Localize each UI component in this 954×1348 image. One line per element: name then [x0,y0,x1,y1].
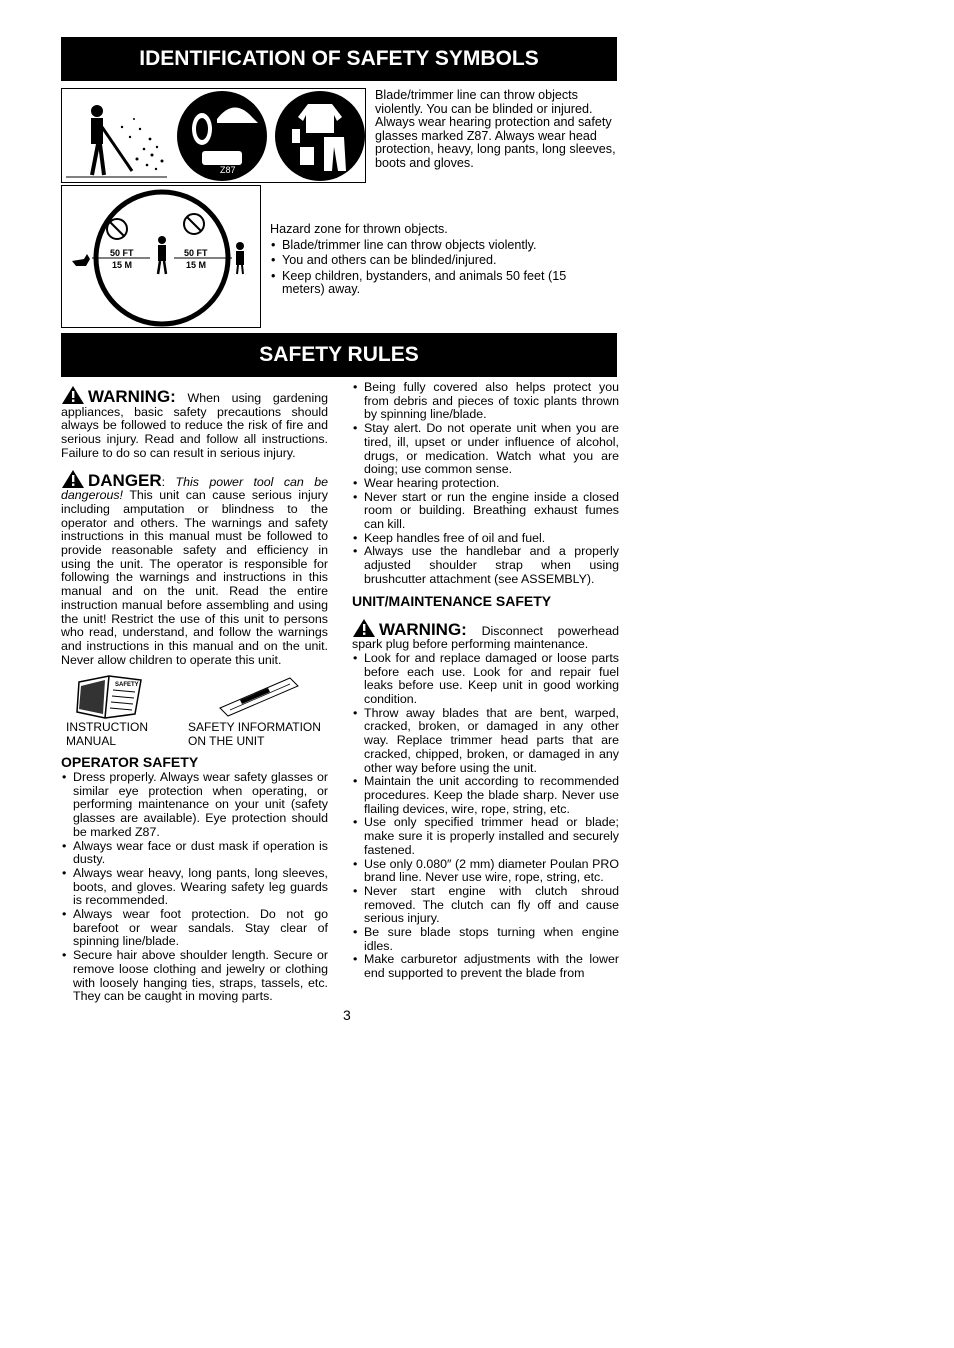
list-item: • Throw away blades that are bent, warped, cracked, broken, or damaged in any other way. Replace trimmer head parts that are cracked, chipped, broken, or damaged in any other way before using the unit. [352,707,619,776]
warning-label: WARNING: [88,387,176,406]
operator-list [61,771,328,1004]
list-item: • Always wear foot protection. Do not go barefoot or wear sandals. Stay clear of spinning line/blade. [61,908,328,949]
manual-img-label: SAFETY [115,682,139,688]
hazard-zone-symbol [61,185,261,328]
danger-label: DANGER [88,470,162,490]
maint-warning-paragraph [352,618,619,652]
list-item: • Keep children, bystanders, and animals 50 feet (15 meters) away. [270,270,600,297]
distance-m-left: 15 M [112,260,133,270]
warning-paragraph [61,385,328,461]
rules-banner: SAFETY RULES [61,333,617,377]
hazard-zone-illustration [62,186,260,327]
operator-heading: OPERATOR SAFETY [61,754,199,770]
hazard-intro: Hazard zone for thrown objects. [270,222,448,236]
thrown-objects-illustration [62,89,365,182]
caption-unit-line1: SAFETY INFORMATION [188,720,321,734]
distance-m-right: 15 M [186,260,207,270]
danger-text: This unit can cause serious injury including amputation or blindness to the operator and others. The warnings and safety instructions in this manual must be followed to provide reasonable safety and efficiency in using the unit. The operator is responsible for following the warnings and instructions in this manual and on the unit. Read the entire instruction manual before assembling and using the unit! Restrict the use of this unit to persons who read, understand, and follow the warnings and instructions in this manual and on the unit. Never allow children to operate this unit. [61,488,328,667]
protection-list [352,381,619,587]
list-item: • Keep handles free of oil and fuel. [352,532,619,546]
thrown-objects-text: Blade/trimmer line can throw objects violently. You can be blinded or injured. Always wear hearing protection and safety glasses marked Z87. Always wear head protection, heavy, long pants, long sleeves, boots and gloves. [375,88,616,170]
warning-triangle-icon [61,385,85,405]
list-item: • Wear hearing protection. [352,477,619,491]
list-item: • Use only 0.080″ (2 mm) diameter Poulan PRO brand line. Never use wire, rope, string, etc. [352,858,619,885]
distance-ft-right: 50 FT [184,248,208,258]
list-item: • You and others can be blinded/injured. [270,254,600,268]
list-item: • Be sure blade stops turning when engine idles. [352,926,619,953]
hazard-zone-text [270,223,600,297]
caption-manual [66,721,148,748]
safety-label-icon [210,672,305,720]
caption-manual-line2: MANUAL [66,733,117,748]
right-column [352,381,619,981]
caption-unit [188,721,321,748]
hazard-list [270,239,600,297]
list-item: • Always wear heavy, long pants, long sleeves, boots, and gloves. Wearing safety leg guards is recommended. [61,867,328,908]
list-item: • Dress properly. Always wear safety glasses or similar eye protection when operating, or performing maintenance on your unit (safety glasses are available). Eye protection should be marked Z87. [61,771,328,840]
list-item: • Being fully covered also helps protect you from debris and pieces of toxic plants thrown by spinning line/blade. [352,381,619,422]
list-item: • Stay alert. Do not operate unit when you are tired, ill, upset or under influence of alcohol, drugs, or medication. Watch what you are doing; use common sense. [352,422,619,477]
list-item: • Make carburetor adjustments with the lower end supported to prevent the blade from [352,953,619,980]
list-item: • Always wear face or dust mask if operation is dusty. [61,840,328,867]
maint-warning-text: Disconnect powerhead spark plug before performing maintenance. [352,623,619,652]
thrown-objects-symbol [61,88,366,183]
operator-safety-section [61,750,328,1004]
maintenance-list [352,652,619,981]
danger-paragraph: DANGER: This power tool can be dangerous! This unit can cause serious injury including amputation or blindness to the operator and others. The warnings and safety instructions in this manual must be followed to provide reasonable safety and efficiency in using the unit. The operator is responsible for following the warnings and instructions in this manual and on the unit. Read the entire instruction manual before assembling and using the unit! Restrict the use of this unit to persons who read, understand, and follow the warnings and instructions in this manual and on the unit. Never allow children to operate this unit. [61,470,328,667]
list-item: • Use only specified trimmer head or blade; make sure it is properly installed and securely fastened. [352,816,619,857]
symbols-banner: IDENTIFICATION OF SAFETY SYMBOLS [61,37,617,81]
page-number: 3 [343,1007,351,1023]
z87-label: Z87 [220,165,236,175]
list-item: • Secure hair above shoulder length. Secure or remove loose clothing and jewelry or clothing with loosely hanging ties, straps, tassels, etc. They can be caught in moving parts. [61,949,328,1004]
list-item: • Always use the handlebar and a properly adjusted shoulder strap when using brushcutter attachment (see ASSEMBLY). [352,545,619,586]
danger-triangle-icon [61,469,85,489]
warning-triangle-icon [352,618,376,638]
list-item: • Blade/trimmer line can throw objects violently. [270,239,600,253]
caption-manual-line1: INSTRUCTION [66,720,148,734]
caption-unit-line2: ON THE UNIT [188,733,265,748]
warning-text: When using gardening appliances, basic safety precautions should always be followed to reduce the risk of fire and serious injury. Read and follow all instructions. Failure to do so can result in serious injury. [61,391,328,460]
list-item: • Maintain the unit according to recommended procedures. Keep the blade sharp. Never use flailing devices, wire, rope, string, etc. [352,775,619,816]
list-item: • Never start or run the engine inside a closed room or building. Breathing exhaust fumes can kill. [352,491,619,532]
list-item: • Look for and replace damaged or loose parts before each use. Look for and repair fuel leaks before use. Keep unit in good working condition. [352,652,619,707]
left-column [61,385,328,673]
distance-ft-left: 50 FT [110,248,134,258]
instruction-manual-icon [75,672,145,720]
maintenance-heading: UNIT/MAINTENANCE SAFETY [352,592,552,609]
maint-warning-label: WARNING: [379,619,467,639]
danger-italic: This power tool can be dangerous! [61,474,328,503]
list-item: • Never start engine with clutch shroud removed. The clutch can fly off and cause serious injury. [352,885,619,926]
